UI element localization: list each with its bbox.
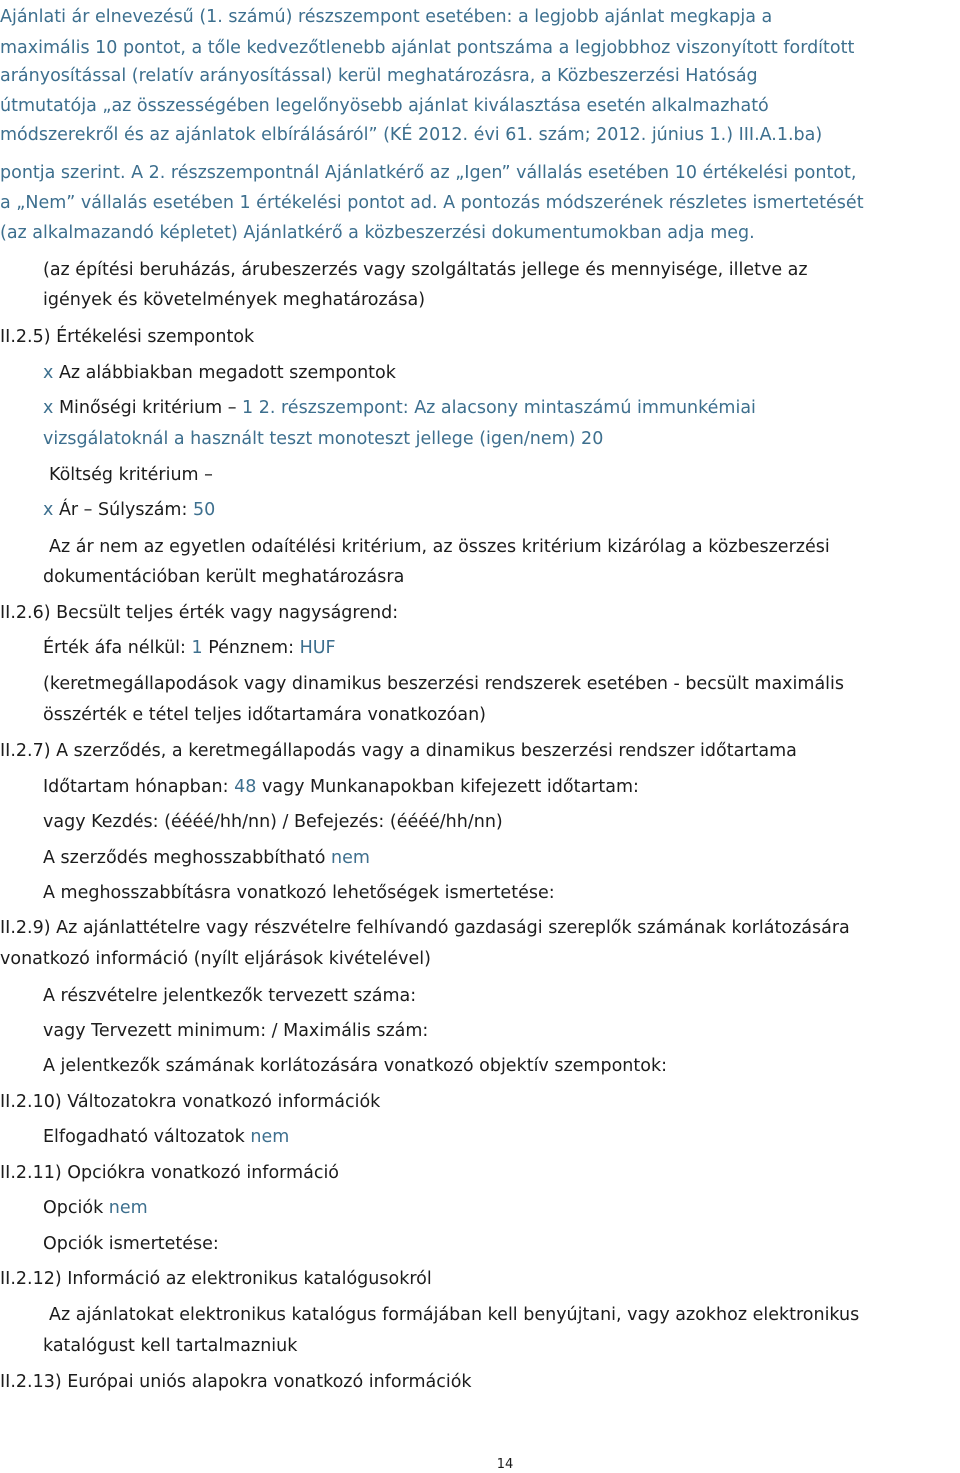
x-mark: x bbox=[43, 363, 54, 383]
below-criteria-label: Az alábbiakban megadott szempontok bbox=[58, 363, 396, 383]
currency-value: HUF bbox=[299, 638, 336, 658]
intro-line: maximális 10 pontot, a tőle kedvezőtlenebb ajánlat pontszáma a legjobbhoz viszonyított fordított bbox=[0, 38, 855, 58]
catalogue-text-line: katalógust kell tartalmazniuk bbox=[43, 1336, 298, 1356]
value-amount: 1 bbox=[191, 638, 203, 658]
cost-criterion-label: Költség kritérium – bbox=[49, 465, 213, 485]
section-heading: II.2.10) Változatokra vonatkozó információk bbox=[0, 1092, 381, 1112]
variants-label: Elfogadható változatok bbox=[43, 1127, 245, 1147]
variants-line bbox=[43, 1124, 289, 1150]
intro-line: a „Nem” vállalás esetében 1 értékelési pontot ad. A pontozás módszerének részletes ismertetését bbox=[0, 193, 864, 213]
price-note-line: dokumentációban került meghatározásra bbox=[43, 567, 405, 587]
intro-line: pontja szerint. A 2. részszempontnál Ajánlatkérő az „Igen” vállalás esetében 10 értékelési pontot, bbox=[0, 163, 857, 183]
section-heading: II.2.7) A szerződés, a keretmegállapodás vagy a dinamikus beszerzési rendszer időtartama bbox=[0, 741, 797, 761]
days-label: vagy Munkanapokban kifejezett időtartam: bbox=[261, 777, 639, 797]
section-heading: II.2.6) Becsült teljes érték vagy nagyságrend: bbox=[0, 603, 399, 623]
x-mark: x bbox=[43, 500, 54, 520]
intro-line: arányosítással (relatív arányosítással) kerül meghatározásra, a Közbeszerzési Hatóság bbox=[0, 66, 758, 86]
months-label: Időtartam hónapban: bbox=[43, 777, 229, 797]
value-note-line: összérték e tétel teljes időtartamára vonatkozóan) bbox=[43, 705, 487, 725]
quality-label: Minőségi kritérium – bbox=[58, 398, 237, 418]
price-weight: 50 bbox=[192, 500, 216, 520]
months-value: 48 bbox=[234, 777, 257, 797]
variants-value: nem bbox=[250, 1127, 290, 1147]
criteria-type-line bbox=[43, 360, 396, 386]
price-criterion-line bbox=[43, 497, 215, 523]
extension-line bbox=[43, 845, 370, 871]
dates-line: vagy Kezdés: (éééé/hh/nn) / Befejezés: (éééé/hh/nn) bbox=[43, 812, 503, 832]
price-note-line: Az ár nem az egyetlen odaítélési kritérium, az összes kritérium kizárólag a közbeszerzési bbox=[49, 537, 830, 557]
scope-note-line: (az építési beruházás, árubeszerzés vagy szolgáltatás jellege és mennyisége, illetve az bbox=[43, 260, 808, 280]
options-line bbox=[43, 1195, 148, 1221]
scope-note-line: igények és követelmények meghatározása) bbox=[43, 290, 426, 310]
duration-line bbox=[43, 774, 639, 800]
quality-value: 1 2. részszempont: Az alacsony mintaszámú immunkémiai bbox=[242, 398, 756, 418]
value-note-line: (keretmegállapodások vagy dinamikus beszerzési rendszerek esetében - becsült maximális bbox=[43, 674, 845, 694]
extension-desc: A meghosszabbításra vonatkozó lehetőségek ismertetése: bbox=[43, 883, 555, 903]
page-number: 14 bbox=[496, 1457, 514, 1472]
section-heading: II.2.9) Az ajánlattételre vagy részvételre felhívandó gazdasági szereplők számának korlátozására bbox=[0, 918, 850, 938]
section-heading: II.2.5) Értékelési szempontok bbox=[0, 327, 255, 347]
objective-criteria-line: A jelentkezők számának korlátozására vonatkozó objektív szempontok: bbox=[43, 1056, 667, 1076]
options-label: Opciók bbox=[43, 1198, 104, 1218]
value-line bbox=[43, 635, 336, 661]
planned-count-line: A részvételre jelentkezők tervezett száma: bbox=[43, 986, 417, 1006]
section-heading: II.2.12) Információ az elektronikus katalógusokról bbox=[0, 1269, 432, 1289]
price-label: Ár – Súlyszám: bbox=[58, 500, 188, 520]
minmax-line: vagy Tervezett minimum: / Maximális szám: bbox=[43, 1021, 429, 1041]
intro-line: útmutatója „az összességében legelőnyösebb ajánlat kiválasztása esetén alkalmazható bbox=[0, 96, 769, 116]
intro-line: (az alkalmazandó képletet) Ajánlatkérő a közbeszerzési dokumentumokban adja meg. bbox=[0, 223, 755, 243]
quality-criterion-line bbox=[43, 395, 756, 421]
options-value: nem bbox=[108, 1198, 148, 1218]
section-heading: II.2.11) Opciókra vonatkozó információ bbox=[0, 1163, 340, 1183]
extension-value: nem bbox=[331, 848, 370, 868]
options-desc: Opciók ismertetése: bbox=[43, 1234, 219, 1254]
section-heading-cont: vonatkozó információ (nyílt eljárások kivételével) bbox=[0, 949, 431, 969]
intro-line: Ajánlati ár elnevezésű (1. számú) részszempont esetében: a legjobb ajánlat megkapja a bbox=[0, 7, 773, 27]
catalogue-text-line: Az ajánlatokat elektronikus katalógus formájában kell benyújtani, vagy azokhoz elektronikus bbox=[49, 1305, 860, 1325]
x-mark: x bbox=[43, 398, 54, 418]
currency-label: Pénznem: bbox=[208, 638, 294, 658]
quality-value-cont: vizsgálatoknál a használt teszt monoteszt jellege (igen/nem) 20 bbox=[43, 429, 604, 449]
value-label: Érték áfa nélkül: bbox=[43, 638, 186, 658]
intro-line: módszerekről és az ajánlatok elbírálásáról” (KÉ 2012. évi 61. szám; 2012. június 1.) III.A.1.ba) bbox=[0, 125, 823, 145]
extension-label: A szerződés meghosszabbítható bbox=[43, 848, 326, 868]
section-heading: II.2.13) Európai uniós alapokra vonatkozó információk bbox=[0, 1372, 472, 1392]
